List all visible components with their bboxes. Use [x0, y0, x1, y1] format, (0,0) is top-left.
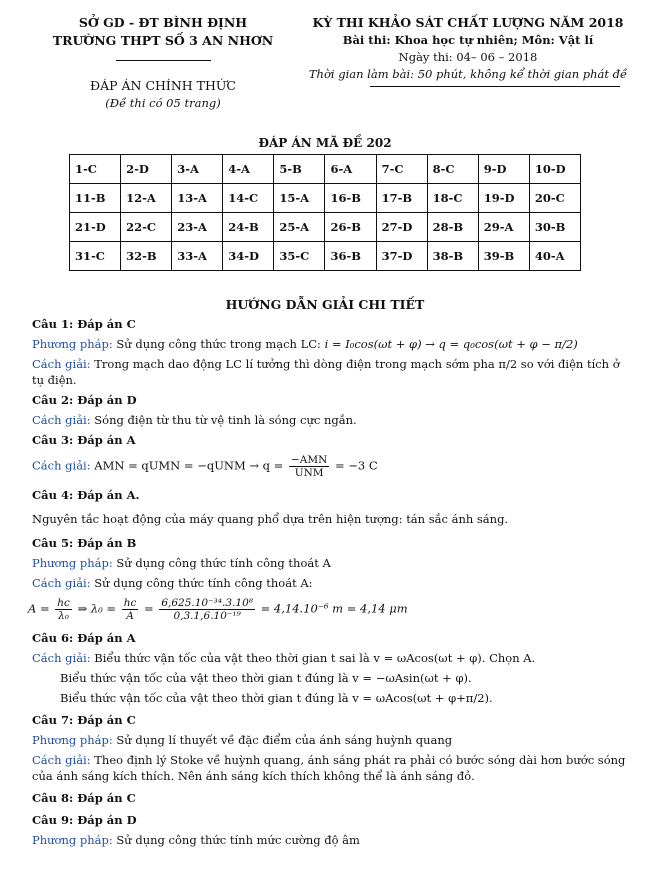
- divider: [370, 86, 620, 87]
- answer-cell: 21-D: [70, 213, 121, 242]
- answer-cell: 31-C: [70, 242, 121, 271]
- exam-duration: Thời gian làm bài: 50 phút, không kể thời gian phát đề: [308, 67, 628, 81]
- solution-label: Cách giải:: [32, 357, 91, 371]
- school-name: TRƯỜNG THPT SỐ 3 AN NHƠN: [52, 33, 274, 48]
- answer-cell: 33-A: [172, 242, 223, 271]
- answer-row: [70, 184, 581, 213]
- fraction-denominator: 0,3.1,6.10⁻¹⁹: [173, 610, 241, 622]
- answer-cell: 39-B: [478, 242, 529, 271]
- exam-subject: Bài thi: Khoa học tự nhiên; Môn: Vật lí: [342, 33, 594, 47]
- answer-key-title: ĐÁP ÁN MÃ ĐỀ 202: [258, 136, 392, 150]
- question-solution: [32, 412, 630, 428]
- page-count-note: (Đề thi có 05 trang): [105, 96, 221, 110]
- question-heading: Câu 7: Đáp án C: [32, 713, 136, 727]
- answer-cell: 34-D: [223, 242, 274, 271]
- fraction-numerator: hc: [123, 597, 137, 609]
- answer-cell: 18-C: [427, 184, 478, 213]
- fraction-denominator: λ₀: [58, 610, 70, 622]
- answer-cell: 15-A: [274, 184, 325, 213]
- solution-text: Theo định lý Stoke về huỳnh quang, ánh sáng phát ra phải có bước sóng dài hơn bước sóng của ánh sáng kích thích. Nên ánh sáng kích thích không thể là ánh sáng đỏ.: [32, 753, 626, 783]
- header: [0, 0, 650, 112]
- answer-cell: 28-B: [427, 213, 478, 242]
- answer-cell: 27-D: [376, 213, 427, 242]
- question-method: [32, 732, 630, 748]
- fraction: [122, 597, 139, 622]
- fraction-denominator: A: [126, 610, 134, 622]
- answer-cell: 16-B: [325, 184, 376, 213]
- question-method: [32, 832, 630, 848]
- solution-label: Cách giải:: [32, 753, 91, 767]
- question-text: Nguyên tắc hoạt động của máy quang phổ dựa trên hiện tượng: tán sắc ánh sáng.: [32, 512, 509, 526]
- answer-cell: 36-B: [325, 242, 376, 271]
- question-solution: [32, 575, 630, 591]
- answer-cell: 13-A: [172, 184, 223, 213]
- fraction-numerator: hc: [57, 597, 70, 609]
- question-heading: Câu 1: Đáp án C: [32, 317, 136, 331]
- method-text: Sử dụng công thức tính công thoát A: [116, 556, 331, 570]
- formula-result: = 4,14.10⁻⁶ m = 4,14 μm: [260, 601, 408, 616]
- answer-cell: 35-C: [274, 242, 325, 271]
- answer-cell: 10-D: [529, 155, 580, 184]
- question-solution: [32, 454, 630, 479]
- answer-cell: 29-A: [478, 213, 529, 242]
- method-label: Phương pháp:: [32, 833, 113, 847]
- answer-cell: 11-B: [70, 184, 121, 213]
- answer-cell: 30-B: [529, 213, 580, 242]
- answer-cell: 3-A: [172, 155, 223, 184]
- formula: i = I₀cos(ωt + φ) → q = q₀cos(ωt + φ − π/2): [324, 337, 578, 351]
- fraction: [159, 597, 255, 622]
- guide-title: HƯỚNG DẪN GIẢI CHI TIẾT: [225, 297, 425, 312]
- solution-label: Cách giải:: [32, 413, 91, 427]
- fraction-numerator: 6,625.10⁻³⁴.3.10⁸: [161, 597, 253, 609]
- method-text: Sử dụng công thức tính mức cường độ âm: [116, 833, 360, 847]
- answer-row: [70, 213, 581, 242]
- fraction: [289, 454, 329, 479]
- answer-cell: 38-B: [427, 242, 478, 271]
- formula-right: = −3 C: [334, 458, 378, 473]
- question-heading: Câu 6: Đáp án A: [32, 631, 136, 645]
- answer-cell: 4-A: [223, 155, 274, 184]
- method-text: Sử dụng lí thuyết về đặc điểm của ánh sáng huỳnh quang: [116, 733, 453, 747]
- answer-cell: 40-A: [529, 242, 580, 271]
- answer-key-table: [69, 154, 581, 271]
- question-solution: [32, 752, 630, 784]
- answer-cell: 19-D: [478, 184, 529, 213]
- question-solution: [32, 650, 630, 666]
- department-name: SỞ GD - ĐT BÌNH ĐỊNH: [78, 15, 248, 30]
- question-heading: Câu 4: Đáp án A.: [32, 488, 140, 502]
- exam-title: KỲ THI KHẢO SÁT CHẤT LƯỢNG NĂM 2018: [312, 15, 624, 30]
- formula-left: AMN = qUMN = −qUNM → q =: [94, 458, 284, 473]
- answer-cell: 23-A: [172, 213, 223, 242]
- question-method: [32, 555, 630, 571]
- solution-label: Cách giải:: [32, 458, 91, 473]
- answer-cell: 14-C: [223, 184, 274, 213]
- solution-content: [0, 316, 650, 848]
- official-answer-label: ĐÁP ÁN CHÍNH THỨC: [90, 78, 236, 93]
- solution-text: Sử dụng công thức tính công thoát A:: [94, 576, 313, 590]
- method-label: Phương pháp:: [32, 556, 113, 570]
- answer-cell: 37-D: [376, 242, 427, 271]
- method-label: Phương pháp:: [32, 337, 113, 351]
- answer-cell: 26-B: [325, 213, 376, 242]
- fraction: [55, 597, 72, 622]
- answer-cell: 17-B: [376, 184, 427, 213]
- method-label: Phương pháp:: [32, 733, 113, 747]
- answer-cell: 25-A: [274, 213, 325, 242]
- solution-line: Biểu thức vận tốc của vật theo thời gian t đúng là v = ωAcos(ωt + φ+π/2).: [60, 691, 493, 705]
- solution-label: Cách giải:: [32, 651, 91, 665]
- answer-cell: 22-C: [121, 213, 172, 242]
- answer-cell: 32-B: [121, 242, 172, 271]
- question-method: [32, 336, 630, 352]
- answer-cell: 2-D: [121, 155, 172, 184]
- formula-block: A = $\frac{hc}{\text{λ₀}}$ ⇒ λ₀ = $\frac{hc}{A}$ = $\frac{\text{6,625.10⁻³⁴.3.10⁸}}{\text{0,3.1,6.10⁻¹⁹}}$ = 4,14.10⁻⁶ m = 4,14 μm: [28, 597, 408, 622]
- header-left: [18, 14, 308, 112]
- solution-text: Sóng điện từ thu từ vệ tinh là sóng cực ngắn.: [94, 413, 357, 427]
- answer-cell: 6-A: [325, 155, 376, 184]
- question-solution: [32, 356, 630, 388]
- question-heading: Câu 5: Đáp án B: [32, 536, 137, 550]
- answer-cell: 8-C: [427, 155, 478, 184]
- fraction-denominator: UNM: [294, 467, 324, 479]
- answer-cell: 1-C: [70, 155, 121, 184]
- answer-cell: 20-C: [529, 184, 580, 213]
- answer-cell: 12-A: [121, 184, 172, 213]
- solution-text: Trong mạch dao động LC lí tưởng thì dòng điện trong mạch sớm pha π/2 so với điện tích ở tụ điện.: [32, 357, 620, 387]
- solution-label: Cách giải:: [32, 576, 91, 590]
- answer-cell: 24-B: [223, 213, 274, 242]
- answer-cell: 9-D: [478, 155, 529, 184]
- method-text: Sử dụng công thức trong mạch LC:: [116, 337, 321, 351]
- question-heading: Câu 3: Đáp án A: [32, 433, 136, 447]
- question-heading: Câu 9: Đáp án D: [32, 813, 137, 827]
- answer-cell: 7-C: [376, 155, 427, 184]
- question-heading: Câu 2: Đáp án D: [32, 393, 137, 407]
- solution-line: Biểu thức vận tốc của vật theo thời gian t đúng là v = −ωAsin(ωt + φ).: [60, 671, 472, 685]
- answer-row: [70, 242, 581, 271]
- divider: [116, 60, 211, 61]
- exam-date: Ngày thi: 04– 06 – 2018: [398, 50, 538, 64]
- fraction-numerator: −AMN: [290, 454, 328, 466]
- header-right: [308, 14, 628, 112]
- question-heading: Câu 8: Đáp án C: [32, 791, 136, 805]
- answer-row: [70, 155, 581, 184]
- solution-text: Biểu thức vận tốc của vật theo thời gian t sai là v = ωAcos(ωt + φ). Chọn A.: [94, 651, 536, 665]
- answer-cell: 5-B: [274, 155, 325, 184]
